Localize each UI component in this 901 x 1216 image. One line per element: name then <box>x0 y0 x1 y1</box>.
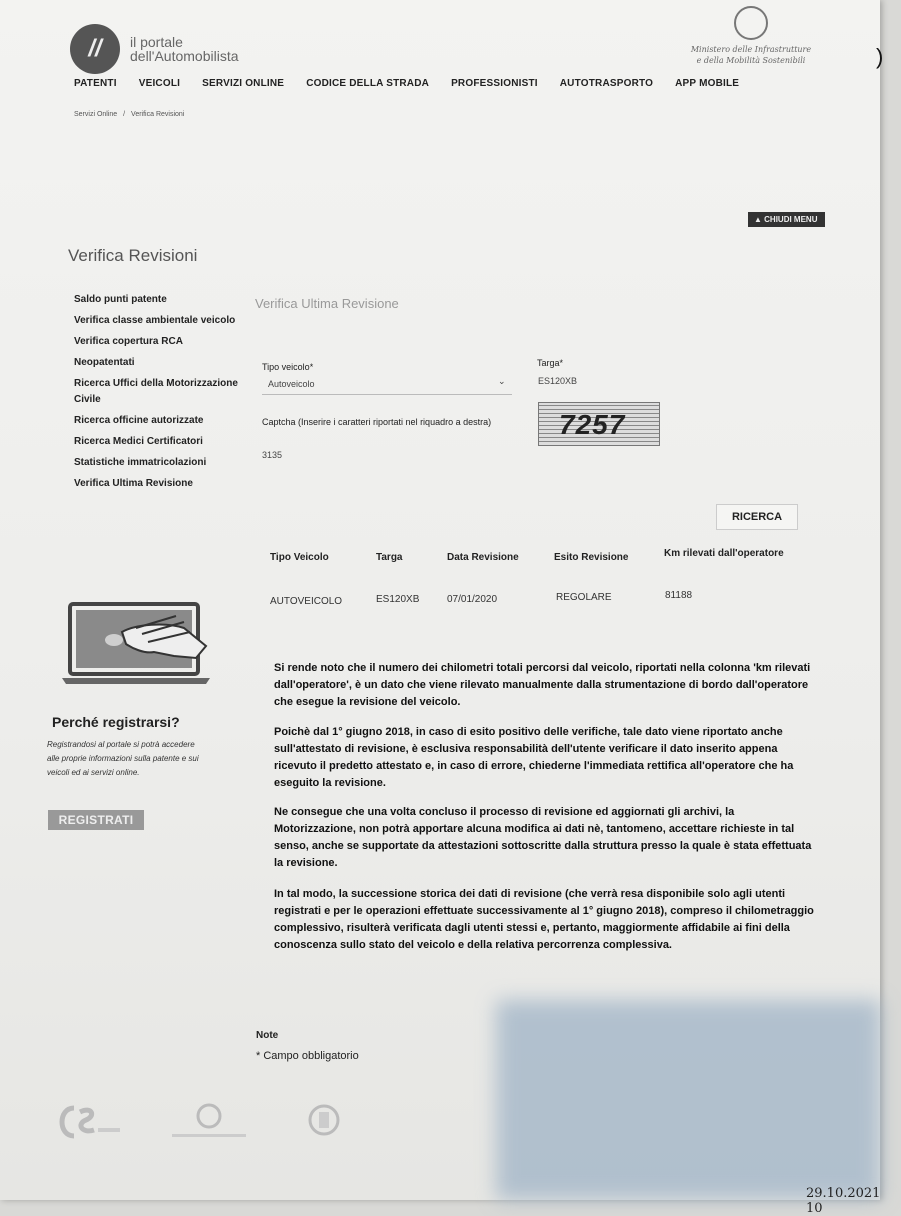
close-menu-label: CHIUDI MENU <box>764 215 818 224</box>
chevron-up-icon: ▲ <box>754 215 765 224</box>
tipo-veicolo-label: Tipo veicolo* <box>262 362 314 372</box>
col-header-esito: Esito Revisione <box>554 552 629 563</box>
breadcrumb <box>74 111 188 118</box>
nav-app-mobile[interactable]: APP MOBILE <box>675 78 740 89</box>
sidebar-item-neopatentati[interactable]: Neopatentati <box>74 357 135 368</box>
portal-logo[interactable] <box>70 24 239 74</box>
tipo-veicolo-underline <box>262 394 512 395</box>
nav-codice-della-strada[interactable]: CODICE DELLA STRADA <box>306 78 430 89</box>
logo-line-2: dell'Automobilista <box>130 48 239 64</box>
cell-targa: ES120XB <box>376 594 420 605</box>
info-paragraph-4: In tal modo, la successione storica dei dati di revisione (che verrà resa disponibile solo agli utenti registrati e per le operazioni effettuate successivamente al 1° giugno 2018), compreso il chilometraggio complessivo, risulterà verificata dagli utenti stessi e, pertanto, maggiormente affidabile ai fini della conoscenza sullo stato del veicolo e della relativa percorrenza complessiva. <box>274 888 814 951</box>
captcha-image <box>538 402 660 446</box>
notes-title: Note <box>256 1030 279 1041</box>
republic-emblem-icon <box>734 6 768 40</box>
ministry-line-1: Ministero delle Infrastrutture <box>690 45 812 54</box>
col-header-targa: Targa <box>376 552 403 563</box>
info-paragraph-1: Si rende noto che il numero dei chilometri totali percorsi dal veicolo, riportati nella colonna 'km rilevati dall'operatore', è un dato che viene rilevato manualmente dalla strumentazione di bordo dall'operatore che esegue la revisione del veicolo. <box>274 662 811 708</box>
breadcrumb-item-current: Verifica Revisioni <box>131 111 185 118</box>
col-header-tipo: Tipo Veicolo <box>270 552 329 563</box>
breadcrumb-item-servizi[interactable]: Servizi Online <box>74 111 118 118</box>
captcha-label: Captcha (Inserire i caratteri riportati nel riquadro a destra) <box>262 417 492 427</box>
touchscreen-illustration <box>56 598 216 690</box>
register-button[interactable]: REGISTRATI <box>48 810 144 830</box>
info-paragraph-3: Ne consegue che una volta concluso il processo di revisione ed aggiornati gli archivi, la Motorizzazione, non potrà apportare alcuna modifica ai dati nè, tantomeno, accettare richieste in tal senso, anche se supportate da attestazioni sottoscritte dalla struttura presso la quale è stata effettuata la revisione. <box>274 806 812 869</box>
photo-shadow <box>496 1000 881 1200</box>
captcha-image-text: 7257 <box>559 409 626 440</box>
sidebar-menu <box>74 292 244 497</box>
section-title: Verifica Ultima Revisione <box>255 296 399 311</box>
stamp-date: 29.10.2021 10 <box>806 1186 881 1216</box>
footer-logo-1[interactable] <box>52 1102 124 1142</box>
close-menu-button[interactable] <box>748 212 825 227</box>
logo-line-1: il portale <box>130 34 183 50</box>
targa-label: Targa* <box>537 358 564 368</box>
captcha-input[interactable]: 3135 <box>262 450 283 460</box>
cell-esito: REGOLARE <box>556 592 612 603</box>
sidebar-item-uffici-motorizzazione[interactable]: Ricerca Uffici della Motorizzazione Civile <box>74 378 238 405</box>
chevron-down-icon[interactable]: ⌄ <box>498 376 506 386</box>
col-header-data: Data Revisione <box>447 552 519 563</box>
footer-logo-3[interactable] <box>304 1102 344 1142</box>
cell-km: 81188 <box>665 590 693 601</box>
sidebar-item-copertura-rca[interactable]: Verifica copertura RCA <box>74 336 183 347</box>
sidebar-item-officine[interactable]: Ricerca officine autorizzate <box>74 415 204 426</box>
nav-professionisti[interactable]: PROFESSIONISTI <box>451 78 538 89</box>
nav-veicoli[interactable]: VEICOLI <box>138 78 181 89</box>
sidebar-item-ultima-revisione[interactable]: Verifica Ultima Revisione <box>74 478 193 489</box>
ministry-line-2: e della Mobilità Sostenibili <box>696 56 806 65</box>
tipo-veicolo-select[interactable]: Autoveicolo <box>268 379 315 389</box>
paper-edge-mark: ) <box>876 44 884 69</box>
ministry-logo[interactable] <box>676 6 826 66</box>
nav-patenti[interactable]: PATENTI <box>74 78 117 89</box>
register-text: Registrandosi al portale si potrà accedere alle proprie informazioni sulla patente e sui veicoli ed ai servizi online. <box>47 740 199 777</box>
sidebar-item-classe-ambientale[interactable]: Verifica classe ambientale veicolo <box>74 315 236 326</box>
col-header-km: Km rilevati dall'operatore <box>664 548 784 559</box>
info-paragraph-2: Poichè dal 1° giugno 2018, in caso di esito positivo delle verifiche, tale dato viene riportato anche sull'attestato di revisione, è esclusiva responsabilità dell'utente verificare il dato inserito appena ricevuto il predetto attestato e, in caso di errore, chiederne l'immediata rettifica all'operatore che ha eseguito la revisione. <box>274 726 794 789</box>
cell-data: 07/01/2020 <box>447 594 498 605</box>
sidebar-item-saldo-punti[interactable]: Saldo punti patente <box>74 294 167 305</box>
footer-logo-ministry[interactable] <box>164 1102 254 1146</box>
nav-autotrasporto[interactable]: AUTOTRASPORTO <box>559 78 654 89</box>
cell-tipo: AUTOVEICOLO <box>270 596 343 607</box>
nav-servizi-online[interactable]: SERVIZI ONLINE <box>202 78 285 89</box>
sidebar-item-statistiche[interactable]: Statistiche immatricolazioni <box>74 457 207 468</box>
portal-logo-icon: // <box>70 24 120 74</box>
targa-input[interactable]: ES120XB <box>538 376 578 386</box>
register-title: Perché registrarsi? <box>52 714 180 730</box>
page-title: Verifica Revisioni <box>68 246 198 265</box>
search-button[interactable]: RICERCA <box>716 504 798 530</box>
sidebar-item-medici[interactable]: Ricerca Medici Certificatori <box>74 436 203 447</box>
notes-text: * Campo obbligatorio <box>256 1050 359 1062</box>
breadcrumb-separator: / <box>123 111 126 118</box>
main-nav <box>74 78 761 89</box>
